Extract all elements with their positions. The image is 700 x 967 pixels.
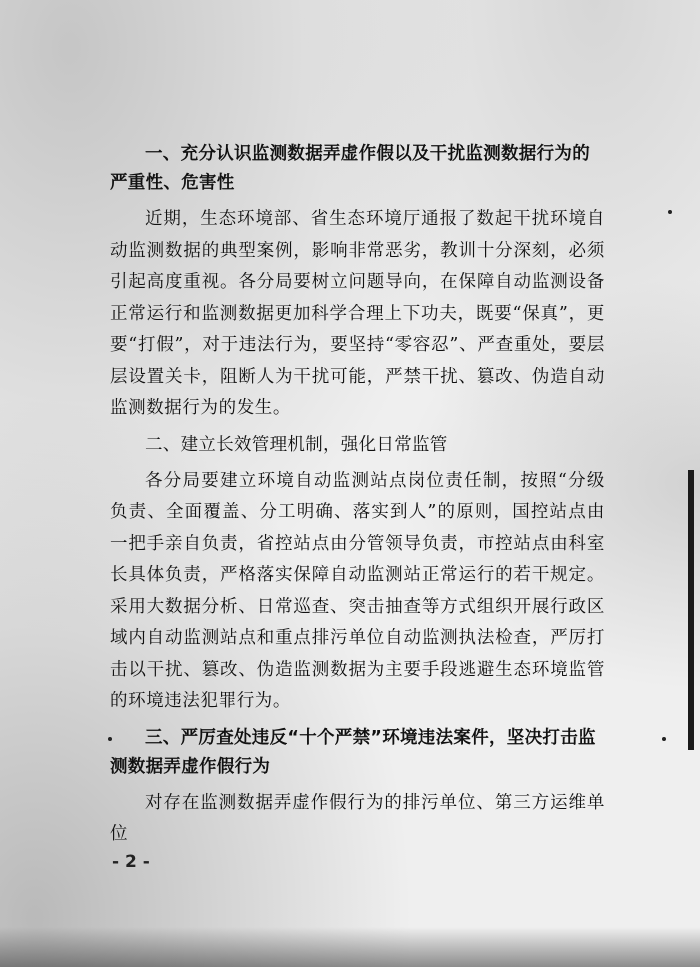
section-3-paragraph: 对存在监测数据弄虚作假行为的排污单位、第三方运维单位 bbox=[110, 792, 605, 844]
section-2-heading: 二、建立长效管理机制，强化日常监管 bbox=[145, 434, 448, 455]
section-3-heading: 三、严厉查处违反“十个严禁”环境违法案件，坚决打击监测数据弄虚作假行为 bbox=[110, 727, 596, 777]
scan-edge-mark bbox=[688, 470, 694, 750]
scan-speck bbox=[668, 210, 672, 214]
section-2-paragraph: 各分局要建立环境自动监测站点岗位责任制，按照“分级负责、全面覆盖、分工明确、落实到人”的原则，国控站点由一把手亲自负责，省控站点由分管领导负责，市控站点由科室长具体负责，严格落实保障自动监测站正常运行的若干规定。采用大数据分析、日常巡查、突击抽查等方式组织开展行政区域内自动监测站点和重点排污单位自动监测执法检查，严厉打击以干扰、篡改、伪造监测数据为主要手段逃避生态环境监管的环境违法犯罪行为。 bbox=[110, 470, 605, 711]
section-1-paragraph: 近期，生态环境部、省生态环境厅通报了数起干扰环境自动监测数据的典型案例，影响非常恶劣，教训十分深刻，必须引起高度重视。各分局要树立问题导向，在保障自动监测设备正常运行和监测数据更加科学合理上下功夫，既要“保真”，更要“打假”，对于违法行为，要坚持“零容忍”、严查重处，要层层设置关卡，阻断人为干扰可能，严禁干扰、篡改、伪造自动监测数据行为的发生。 bbox=[110, 209, 605, 418]
page-number: - 2 - bbox=[112, 852, 150, 872]
scan-shadow bbox=[0, 927, 700, 967]
document-body bbox=[110, 140, 605, 851]
section-1-heading: 一、充分认识监测数据弄虚作假以及干扰监测数据行为的严重性、危害性 bbox=[110, 144, 590, 193]
scan-speck bbox=[662, 737, 666, 741]
